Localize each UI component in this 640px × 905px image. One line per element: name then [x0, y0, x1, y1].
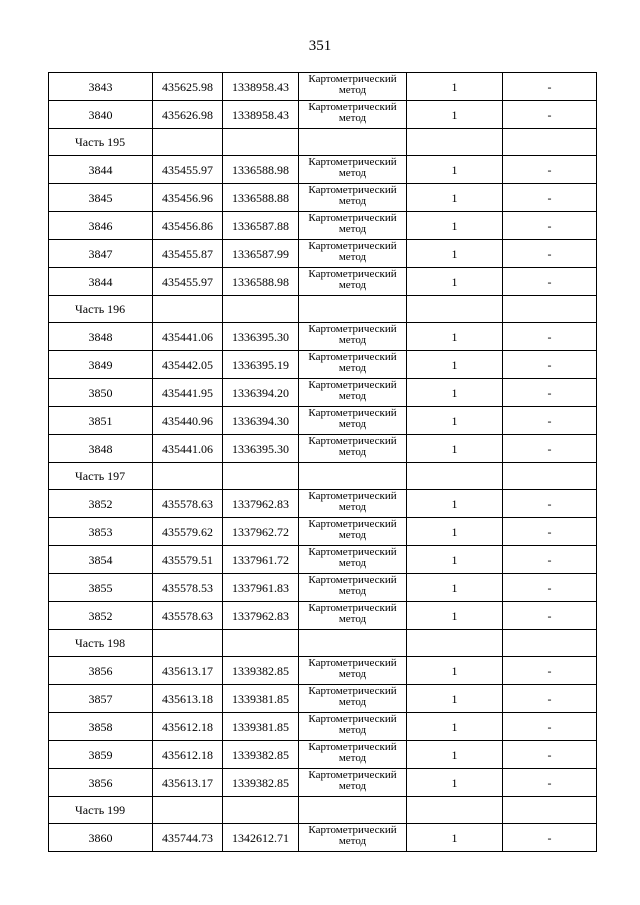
- y-coordinate-cell: 1336395.30: [223, 435, 299, 463]
- table-row: [49, 351, 597, 379]
- method-cell: [299, 741, 407, 769]
- empty-cell: [223, 129, 299, 156]
- empty-cell: [407, 129, 503, 156]
- accuracy-cell: 1: [407, 184, 503, 212]
- x-coordinate-cell: 435441.06: [153, 323, 223, 351]
- method-line-2: метод: [338, 112, 367, 124]
- x-coordinate-cell: 435456.86: [153, 212, 223, 240]
- accuracy-cell: 1: [407, 379, 503, 407]
- y-coordinate-cell: 1336395.19: [223, 351, 299, 379]
- x-coordinate-cell: 435625.98: [153, 73, 223, 101]
- accuracy-cell: 1: [407, 101, 503, 129]
- accuracy-cell: 1: [407, 713, 503, 741]
- y-coordinate-cell: 1342612.71: [223, 824, 299, 852]
- x-coordinate-cell: 435442.05: [153, 351, 223, 379]
- note-cell: -: [503, 713, 597, 741]
- method-line-2: метод: [338, 529, 367, 541]
- y-coordinate-cell: 1339382.85: [223, 741, 299, 769]
- part-header-row: [49, 797, 597, 824]
- table-row: [49, 184, 597, 212]
- method-cell: [299, 602, 407, 630]
- table-row: [49, 212, 597, 240]
- method-line-2: метод: [338, 390, 367, 402]
- method-cell: [299, 824, 407, 852]
- note-cell: -: [503, 212, 597, 240]
- note-cell: -: [503, 435, 597, 463]
- point-number-cell: 3849: [49, 351, 153, 379]
- method-line-1: Картометрический: [308, 184, 397, 196]
- point-number-cell: 3847: [49, 240, 153, 268]
- x-coordinate-cell: 435455.87: [153, 240, 223, 268]
- table-row: [49, 323, 597, 351]
- table-row: [49, 490, 597, 518]
- method-line-2: метод: [338, 835, 367, 847]
- note-cell: -: [503, 407, 597, 435]
- accuracy-cell: 1: [407, 769, 503, 797]
- method-line-2: метод: [338, 613, 367, 625]
- part-label: Часть 199: [49, 797, 153, 824]
- empty-cell: [503, 296, 597, 323]
- x-coordinate-cell: 435613.17: [153, 769, 223, 797]
- part-header-row: [49, 296, 597, 323]
- accuracy-cell: 1: [407, 518, 503, 546]
- x-coordinate-cell: 435579.62: [153, 518, 223, 546]
- point-number-cell: 3853: [49, 518, 153, 546]
- y-coordinate-cell: 1339382.85: [223, 769, 299, 797]
- empty-cell: [299, 797, 407, 824]
- point-number-cell: 3845: [49, 184, 153, 212]
- y-coordinate-cell: 1336587.99: [223, 240, 299, 268]
- point-number-cell: 3850: [49, 379, 153, 407]
- x-coordinate-cell: 435441.95: [153, 379, 223, 407]
- x-coordinate-cell: 435440.96: [153, 407, 223, 435]
- x-coordinate-cell: 435612.18: [153, 713, 223, 741]
- x-coordinate-cell: 435578.63: [153, 602, 223, 630]
- empty-cell: [299, 296, 407, 323]
- accuracy-cell: 1: [407, 240, 503, 268]
- method-line-1: Картометрический: [308, 435, 397, 447]
- accuracy-cell: 1: [407, 824, 503, 852]
- point-number-cell: 3843: [49, 73, 153, 101]
- accuracy-cell: 1: [407, 73, 503, 101]
- point-number-cell: 3851: [49, 407, 153, 435]
- method-line-2: метод: [338, 334, 367, 346]
- part-label: Часть 196: [49, 296, 153, 323]
- part-label: Часть 195: [49, 129, 153, 156]
- point-number-cell: 3856: [49, 769, 153, 797]
- method-cell: [299, 212, 407, 240]
- part-header-row: [49, 630, 597, 657]
- accuracy-cell: 1: [407, 602, 503, 630]
- note-cell: -: [503, 657, 597, 685]
- empty-cell: [223, 797, 299, 824]
- y-coordinate-cell: 1339381.85: [223, 685, 299, 713]
- point-number-cell: 3848: [49, 323, 153, 351]
- method-line-2: метод: [338, 557, 367, 569]
- point-number-cell: 3840: [49, 101, 153, 129]
- x-coordinate-cell: 435613.17: [153, 657, 223, 685]
- note-cell: -: [503, 323, 597, 351]
- part-header-row: [49, 463, 597, 490]
- x-coordinate-cell: 435456.96: [153, 184, 223, 212]
- point-number-cell: 3846: [49, 212, 153, 240]
- x-coordinate-cell: 435626.98: [153, 101, 223, 129]
- method-line-1: Картометрический: [308, 769, 397, 781]
- method-line-1: Картометрический: [308, 685, 397, 697]
- point-number-cell: 3860: [49, 824, 153, 852]
- method-cell: [299, 73, 407, 101]
- method-line-2: метод: [338, 279, 367, 291]
- note-cell: -: [503, 101, 597, 129]
- note-cell: -: [503, 73, 597, 101]
- accuracy-cell: 1: [407, 407, 503, 435]
- method-line-2: метод: [338, 167, 367, 179]
- coordinates-table-body: [49, 73, 597, 852]
- point-number-cell: 3844: [49, 268, 153, 296]
- table-row: [49, 435, 597, 463]
- method-line-1: Картометрический: [308, 323, 397, 335]
- accuracy-cell: 1: [407, 490, 503, 518]
- method-line-1: Картометрический: [308, 101, 397, 113]
- method-line-1: Картометрический: [308, 240, 397, 252]
- y-coordinate-cell: 1336588.98: [223, 268, 299, 296]
- empty-cell: [153, 296, 223, 323]
- method-line-1: Картометрический: [308, 407, 397, 419]
- part-label: Часть 198: [49, 630, 153, 657]
- note-cell: -: [503, 156, 597, 184]
- note-cell: -: [503, 574, 597, 602]
- note-cell: -: [503, 490, 597, 518]
- point-number-cell: 3856: [49, 657, 153, 685]
- note-cell: -: [503, 685, 597, 713]
- note-cell: -: [503, 379, 597, 407]
- point-number-cell: 3855: [49, 574, 153, 602]
- table-row: [49, 602, 597, 630]
- note-cell: -: [503, 546, 597, 574]
- y-coordinate-cell: 1337961.72: [223, 546, 299, 574]
- accuracy-cell: 1: [407, 351, 503, 379]
- y-coordinate-cell: 1339382.85: [223, 657, 299, 685]
- method-line-2: метод: [338, 752, 367, 764]
- note-cell: -: [503, 518, 597, 546]
- empty-cell: [223, 296, 299, 323]
- empty-cell: [299, 129, 407, 156]
- method-line-1: Картометрический: [308, 574, 397, 586]
- method-cell: [299, 769, 407, 797]
- table-row: [49, 240, 597, 268]
- method-line-2: метод: [338, 195, 367, 207]
- method-line-1: Картометрический: [308, 546, 397, 558]
- method-cell: [299, 351, 407, 379]
- method-cell: [299, 435, 407, 463]
- accuracy-cell: 1: [407, 657, 503, 685]
- page-number: 351: [308, 38, 332, 54]
- method-line-1: Картометрический: [308, 73, 397, 85]
- accuracy-cell: 1: [407, 741, 503, 769]
- empty-cell: [299, 463, 407, 490]
- method-cell: [299, 184, 407, 212]
- accuracy-cell: 1: [407, 546, 503, 574]
- method-line-2: метод: [338, 251, 367, 263]
- y-coordinate-cell: 1337962.83: [223, 602, 299, 630]
- method-line-2: метод: [338, 362, 367, 374]
- table-row: [49, 657, 597, 685]
- y-coordinate-cell: 1337961.83: [223, 574, 299, 602]
- note-cell: -: [503, 824, 597, 852]
- point-number-cell: 3857: [49, 685, 153, 713]
- method-cell: [299, 323, 407, 351]
- empty-cell: [407, 797, 503, 824]
- accuracy-cell: 1: [407, 268, 503, 296]
- empty-cell: [153, 630, 223, 657]
- empty-cell: [503, 797, 597, 824]
- accuracy-cell: 1: [407, 323, 503, 351]
- y-coordinate-cell: 1339381.85: [223, 713, 299, 741]
- y-coordinate-cell: 1337962.72: [223, 518, 299, 546]
- y-coordinate-cell: 1336587.88: [223, 212, 299, 240]
- x-coordinate-cell: 435744.73: [153, 824, 223, 852]
- table-row: [49, 101, 597, 129]
- y-coordinate-cell: 1336588.98: [223, 156, 299, 184]
- method-cell: [299, 240, 407, 268]
- empty-cell: [223, 630, 299, 657]
- x-coordinate-cell: 435612.18: [153, 741, 223, 769]
- method-cell: [299, 268, 407, 296]
- x-coordinate-cell: 435455.97: [153, 268, 223, 296]
- empty-cell: [503, 129, 597, 156]
- part-label: Часть 197: [49, 463, 153, 490]
- accuracy-cell: 1: [407, 435, 503, 463]
- method-cell: [299, 685, 407, 713]
- note-cell: -: [503, 351, 597, 379]
- note-cell: -: [503, 240, 597, 268]
- point-number-cell: 3858: [49, 713, 153, 741]
- x-coordinate-cell: 435578.53: [153, 574, 223, 602]
- accuracy-cell: 1: [407, 212, 503, 240]
- method-line-1: Картометрический: [308, 351, 397, 363]
- method-line-2: метод: [338, 724, 367, 736]
- note-cell: -: [503, 602, 597, 630]
- method-line-1: Картометрический: [308, 741, 397, 753]
- table-row: [49, 407, 597, 435]
- method-line-2: метод: [338, 223, 367, 235]
- point-number-cell: 3852: [49, 602, 153, 630]
- method-line-2: метод: [338, 501, 367, 513]
- method-line-1: Картометрический: [308, 490, 397, 502]
- method-line-1: Картометрический: [308, 268, 397, 280]
- y-coordinate-cell: 1336394.20: [223, 379, 299, 407]
- accuracy-cell: 1: [407, 574, 503, 602]
- method-line-2: метод: [338, 585, 367, 597]
- method-line-1: Картометрический: [308, 824, 397, 836]
- point-number-cell: 3854: [49, 546, 153, 574]
- coordinates-table: [48, 72, 597, 852]
- y-coordinate-cell: 1336395.30: [223, 323, 299, 351]
- table-row: [49, 741, 597, 769]
- point-number-cell: 3859: [49, 741, 153, 769]
- method-line-2: метод: [338, 696, 367, 708]
- x-coordinate-cell: 435441.06: [153, 435, 223, 463]
- method-line-2: метод: [338, 446, 367, 458]
- method-cell: [299, 156, 407, 184]
- table-row: [49, 379, 597, 407]
- x-coordinate-cell: 435578.63: [153, 490, 223, 518]
- x-coordinate-cell: 435613.18: [153, 685, 223, 713]
- empty-cell: [407, 463, 503, 490]
- point-number-cell: 3844: [49, 156, 153, 184]
- note-cell: -: [503, 769, 597, 797]
- table-row: [49, 713, 597, 741]
- y-coordinate-cell: 1337962.83: [223, 490, 299, 518]
- table-row: [49, 156, 597, 184]
- x-coordinate-cell: 435455.97: [153, 156, 223, 184]
- empty-cell: [153, 463, 223, 490]
- note-cell: -: [503, 268, 597, 296]
- method-line-2: метод: [338, 84, 367, 96]
- empty-cell: [223, 463, 299, 490]
- table-row: [49, 546, 597, 574]
- note-cell: -: [503, 184, 597, 212]
- method-line-1: Картометрический: [308, 379, 397, 391]
- method-cell: [299, 101, 407, 129]
- method-line-2: метод: [338, 418, 367, 430]
- point-number-cell: 3848: [49, 435, 153, 463]
- method-line-1: Картометрический: [308, 518, 397, 530]
- empty-cell: [153, 129, 223, 156]
- method-line-1: Картометрический: [308, 602, 397, 614]
- method-line-1: Картометрический: [308, 657, 397, 669]
- table-row: [49, 268, 597, 296]
- table-row: [49, 518, 597, 546]
- method-line-2: метод: [338, 780, 367, 792]
- method-cell: [299, 546, 407, 574]
- table-row: [49, 574, 597, 602]
- accuracy-cell: 1: [407, 156, 503, 184]
- method-cell: [299, 407, 407, 435]
- method-line-2: метод: [338, 668, 367, 680]
- method-cell: [299, 574, 407, 602]
- accuracy-cell: 1: [407, 685, 503, 713]
- point-number-cell: 3852: [49, 490, 153, 518]
- note-cell: -: [503, 741, 597, 769]
- table-row: [49, 769, 597, 797]
- table-row: [49, 824, 597, 852]
- part-header-row: [49, 129, 597, 156]
- empty-cell: [503, 463, 597, 490]
- method-line-1: Картометрический: [308, 156, 397, 168]
- empty-cell: [407, 630, 503, 657]
- method-cell: [299, 379, 407, 407]
- method-cell: [299, 657, 407, 685]
- method-cell: [299, 490, 407, 518]
- empty-cell: [299, 630, 407, 657]
- method-line-1: Картометрический: [308, 713, 397, 725]
- x-coordinate-cell: 435579.51: [153, 546, 223, 574]
- empty-cell: [407, 296, 503, 323]
- table-row: [49, 685, 597, 713]
- empty-cell: [153, 797, 223, 824]
- method-cell: [299, 713, 407, 741]
- y-coordinate-cell: 1336588.88: [223, 184, 299, 212]
- method-cell: [299, 518, 407, 546]
- method-line-1: Картометрический: [308, 212, 397, 224]
- y-coordinate-cell: 1336394.30: [223, 407, 299, 435]
- table-row: [49, 73, 597, 101]
- empty-cell: [503, 630, 597, 657]
- y-coordinate-cell: 1338958.43: [223, 101, 299, 129]
- y-coordinate-cell: 1338958.43: [223, 73, 299, 101]
